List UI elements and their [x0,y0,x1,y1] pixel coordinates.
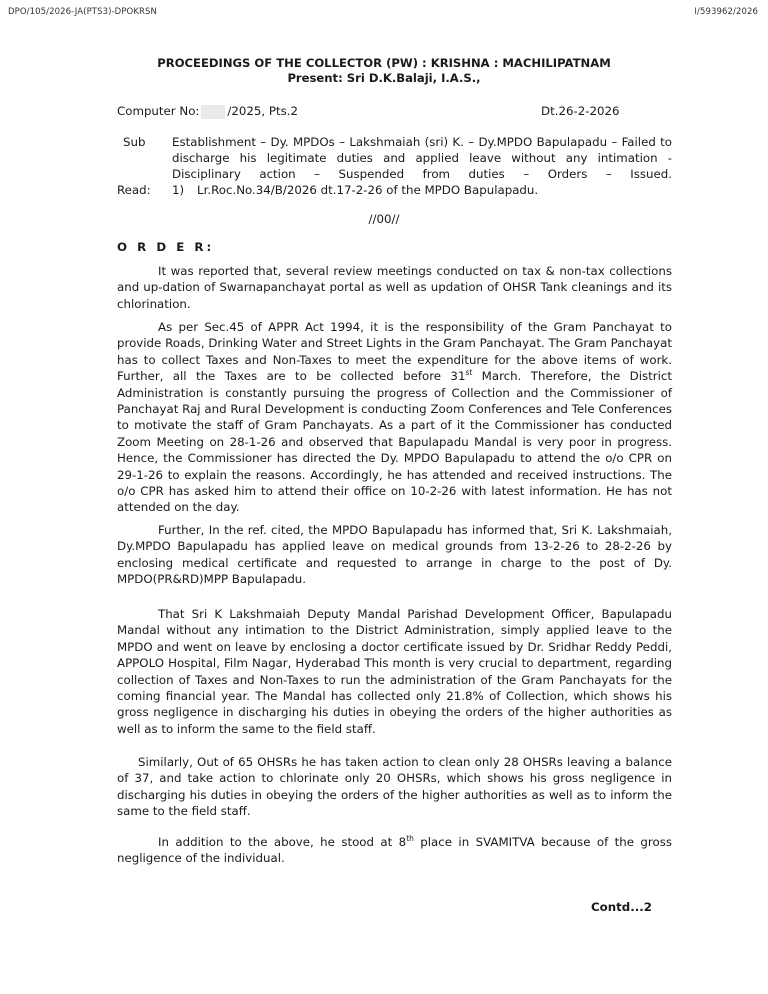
present-officer: Present: Sri D.K.Balaji, I.A.S., [287,71,481,85]
paragraph-text: Similarly, Out of 65 OHSRs he has taken action to clean only 28 OHSRs leaving a balance of 37, and take action to chlorinate only 20 OHSRs, which shows his gross negligence in discharging his duties in obeying the orders of the higher authorities as well as to inform the same to the field staff. [117,755,672,819]
ordinal-suffix: th [406,834,414,844]
paragraph-text: Further, In the ref. cited, the MPDO Bapulapadu has informed that, Sri K. Lakshmaiah, Dy.MPDO Bapulapadu has applied leave on medical grounds from 13-2-26 to 28-2-26 by enclosing medical certificate and requested to arrange in charge to the post of Dy. MPDO(PR&RD)MPP Bapulapadu. [117,523,672,587]
paragraph-ohsr-action [117,754,672,820]
document-id-stamp: I/593962/2026 [694,7,758,17]
continued-marker: Contd...2 [591,900,652,914]
subject-text: Establishment – Dy. MPDOs – Lakshmaiah (sri) K. – Dy.MPDO Bapulapadu – Failed to discharge his legitimate duties and applied leave without any intimation - Disciplinary action – Suspended from duties – Orders – Issued. [172,135,672,181]
computer-number-suffix: /2025, Pts.2 [227,104,299,118]
order-heading: O R D E R: [117,240,215,254]
paragraph-text: It was reported that, several review meetings conducted on tax & non-tax collections and up-dation of Swarnapanchayat portal as well as updation of OHSR Tank cleanings and its chlorination. [117,264,672,311]
file-reference-stamp: DPO/105/2026-JA(PTS3)-DPOKRSN [8,7,157,17]
computer-number-label: Computer No: [117,104,200,118]
order-date: Dt.26-2-2026 [541,104,620,118]
paragraph-svamitva [117,834,672,867]
proceedings-title: PROCEEDINGS OF THE COLLECTOR (PW) : KRISHNA : MACHILIPATNAM [157,56,611,70]
paragraph-text-cont: place in SVAMITVA because of the gross negligence of the individual. [117,835,672,866]
read-item-text: Lr.Roc.No.34/B/2026 dt.17-2-26 of the MPDO Bapulapadu. [197,183,539,197]
paragraph-text: In addition to the above, he stood at 8 [158,835,407,849]
ordinal-suffix: st [465,368,473,378]
read-label: Read: [117,183,151,197]
read-item-number: 1) [172,183,185,197]
paragraph-text-cont: March. Therefore, the District Administration is constantly pursuing the progress of Collection and the Commissioner of Panchayat Raj and Rural Development is conducting Zoom Conferences and Tele Conferences to motivate the staff of Gram Panchayats. As a part of it the Commissioner has conducted Zoom Meeting on 28-1-26 and observed that Bapulapadu Mandal is very poor in progress. Hence, the Commissioner has directed the Dy. MPDO Bapulapadu to attend the o/o CPR on 29-1-26 to explain the reasons. Accordingly, he has attended and received instructions. The o/o CPR has asked him to attend their office on 10-2-26 with latest information. He has not attended on the day. [117,369,673,515]
paragraph-text: That Sri K Lakshmaiah Deputy Mandal Parishad Development Officer, Bapulapadu Mandal without any intimation to the District Administration, simply applied leave to the MPDO and went on leave by enclosing a doctor certificate issued by Dr. Sridhar Reddy Peddi, APPOLO Hospital, Film Nagar, Hyderabad This month is very crucial to department, regarding collection of Taxes and Non-Taxes to run the administration of the Gram Panchayats for the coming financial year. The Mandal has collected only 21.8% of Collection, which shows his gross negligence in discharging his duties in obeying the orders of the higher authorities as well as to inform the same to the field staff. [117,607,672,736]
paragraph-leave-application [117,522,672,588]
paragraph-negligence-collection [117,606,672,737]
redacted-number [201,105,225,119]
paragraph-appr-act [117,319,672,516]
paragraph-text: As per Sec.45 of APPR Act 1994, it is the responsibility of the Gram Panchayat to provide Roads, Drinking Water and Street Lights in the Gram Panchayat. The Gram Panchayat has to collect Taxes and Non-Taxes to meet the expenditure for the above items of work. Further, all the Taxes are to be collected before 31 [117,320,672,384]
paragraph-review-meetings [117,263,672,312]
computer-number [117,103,298,119]
subject-label: Sub [123,135,146,149]
section-separator: //00// [368,212,400,226]
